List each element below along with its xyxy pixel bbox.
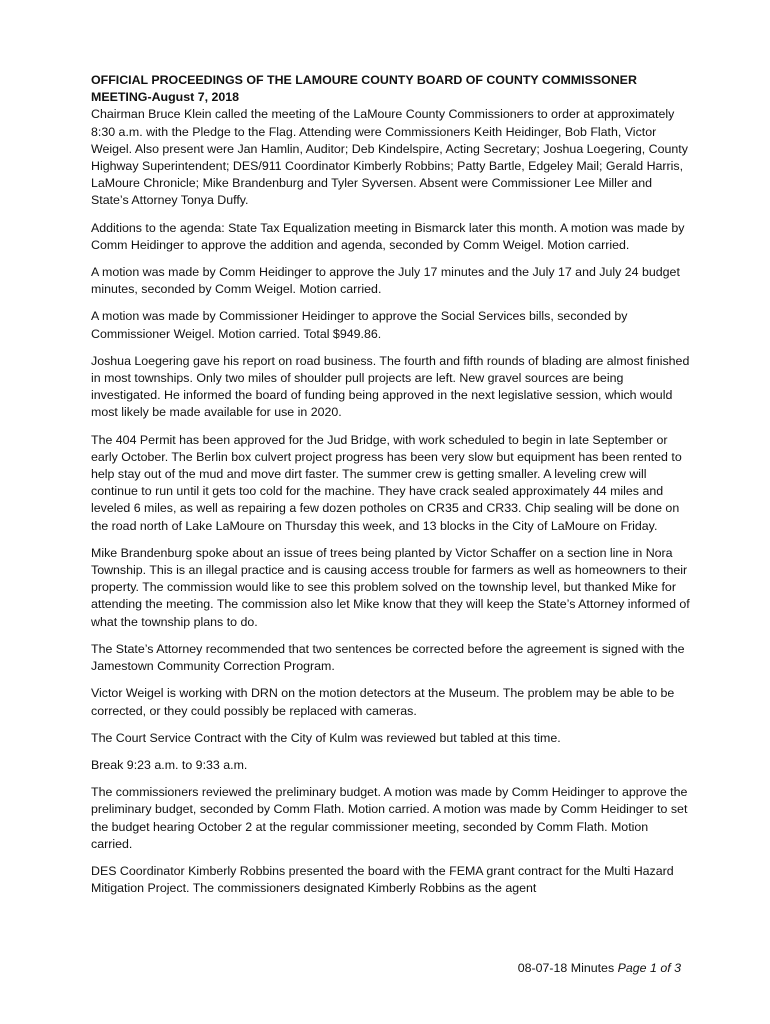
document-title: [91, 72, 691, 106]
document-body: [91, 72, 691, 907]
footer-label: 08-07-18 Minutes: [517, 961, 615, 975]
paragraph: Joshua Loegering gave his report on road business. The fourth and fifth rounds of blading are almost finished in most townships. Only two miles of shoulder pull projects are left. New gravel sources are being investigated. He informed the board of funding being approved in the next legislative session, which would most likely be made available for use in 2020.: [91, 353, 690, 420]
paragraph: Additions to the agenda: State Tax Equalization meeting in Bismarck later this month. A motion was made by Comm Heidinger to approve the addition and agenda, seconded by Comm Weigel. Motion carried.: [91, 220, 685, 252]
page-footer: [518, 961, 681, 975]
paragraph: The commissioners reviewed the preliminary budget. A motion was made by Comm Heidinger to approve the preliminary budget, seconded by Comm Flath. Motion carried. A motion was made by Comm Heidinger to set the budget hearing October 2 at the regular commissioner meeting, seconded by Comm Flath. Motion carried.: [91, 785, 688, 851]
paragraph: A motion was made by Commissioner Heidinger to approve the Social Services bills, seconded by Commissioner Weigel. Motion carried. Total $949.86.: [91, 309, 628, 341]
title-line-1: OFFICIAL PROCEEDINGS OF THE LAMOURE COUNTY BOARD OF COUNTY COMMISSONER: [91, 73, 637, 87]
paragraph: A motion was made by Comm Heidinger to approve the July 17 minutes and the July 17 and July 24 budget minutes, seconded by Comm Weigel. Motion carried.: [91, 265, 680, 297]
page-number: Page 1 of 3: [617, 961, 681, 975]
title-line-2: MEETING-August 7, 2018: [91, 90, 240, 105]
paragraph: DES Coordinator Kimberly Robbins presented the board with the FEMA grant contract for the Multi Hazard Mitigation Project. The commissioners designated Kimberly Robbins as the agent: [91, 863, 674, 896]
paragraph: Mike Brandenburg spoke about an issue of trees being planted by Victor Schaffer on a section line in Nora Township. This is an illegal practice and is causing access trouble for farmers as well as homeowners to their property. The commission would like to see this problem solved on the township level, but thanked Mike for attending the meeting. The commission also let Mike know that they will keep the State’s Attorney informed of what the township plans to do.: [91, 545, 690, 629]
paragraph: Victor Weigel is working with DRN on the motion detectors at the Museum. The problem may be able to be corrected, or they could possibly be replaced with cameras.: [91, 686, 675, 718]
paragraph: Chairman Bruce Klein called the meeting of the LaMoure County Commissioners to order at approximately 8:30 a.m. with the Pledge to the Flag. Attending were Commissioners Keith Heidinger, Bob Flath, Victor Weigel. Also present were Jan Hamlin, Auditor; Deb Kindelspire, Acting Secretary; Joshua Loegering, County Highway Superintendent; DES/911 Coordinator Kimberly Robbins; Patty Bartle, Edgeley Mail; Gerald Harris, LaMoure Chronicle; Mike Brandenburg and Tyler Syversen. Absent were Commissioner Lee Miller and State’s Attorney Tonya Duffy.: [91, 107, 688, 208]
paragraph: The 404 Permit has been approved for the Jud Bridge, with work scheduled to begin in late September or early October. The Berlin box culvert project progress has been very slow but equipment has been rented to help stay out of the mud and move dirt faster. The summer crew is getting smaller. A leveling crew will continue to run until it gets too cold for the machine. They have crack sealed approximately 44 miles and leveled 6 miles, as well as repairing a few dozen potholes on CR35 and CR33. Chip sealing will be done on the road north of Lake LaMoure on Thursday this week, and 13 blocks in the City of LaMoure on Friday.: [91, 432, 682, 533]
paragraph: The State’s Attorney recommended that two sentences be corrected before the agreement is signed with the Jamestown Community Correction Program.: [91, 641, 685, 674]
paragraph: The Court Service Contract with the City of Kulm was reviewed but tabled at this time.: [91, 730, 561, 745]
paragraph: Break 9:23 a.m. to 9:33 a.m.: [91, 757, 248, 772]
